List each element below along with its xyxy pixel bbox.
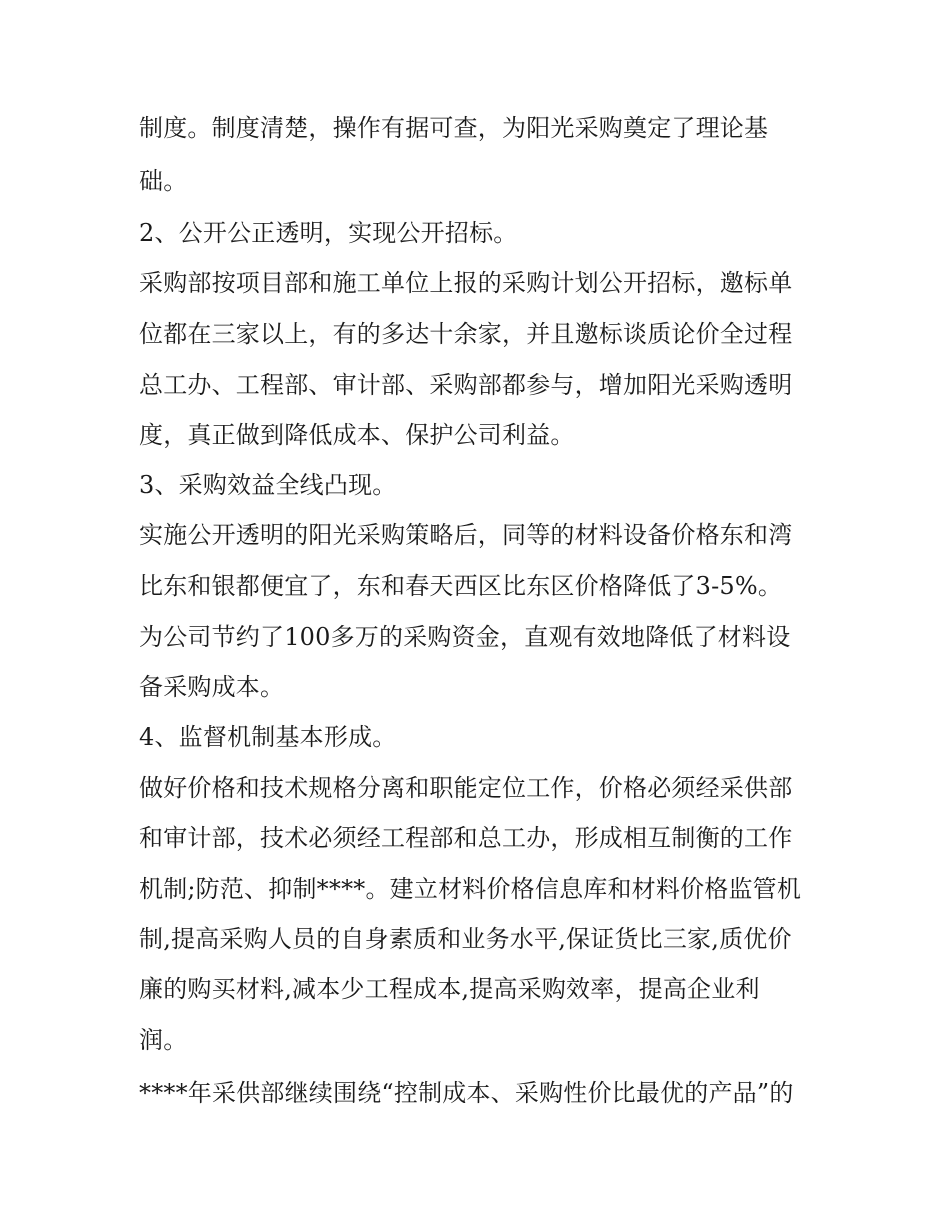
text-line-14: 做好价格和技术规格分离和职能定位工作，价格必须经采供部 [139, 774, 793, 802]
text-line-5: 位都在三家以上，有的多达十余家，并且邀标谈质论价全过程 [139, 320, 793, 348]
text-line-18: 廉的购买材料,减本少工程成本,提高采购效率，提高企业利 [139, 975, 760, 1003]
text-line-16: 机制;防范、抑制****。建立材料价格信息库和材料价格监管机 [139, 875, 802, 903]
text-line-19: 润。 [139, 1026, 188, 1054]
heading-item-3: 3、采购效益全线凸现。 [139, 471, 397, 499]
text-line-10: 比东和银都便宜了，东和春天西区比东区价格降低了3-5%。 [139, 572, 783, 600]
text-line-20: ****年采供部继续围绕“控制成本、采购性价比最优的产品”的 [139, 1079, 794, 1107]
text-line-9: 实施公开透明的阳光采购策略后，同等的材料设备价格东和湾 [139, 521, 793, 549]
text-line-6: 总工办、工程部、审计部、采购部都参与，增加阳光采购透明 [139, 371, 793, 399]
text-line-17: 制,提高采购人员的自身素质和业务水平,保证货比三家,质优价 [139, 925, 792, 953]
text-line-15: 和审计部，技术必须经工程部和总工办，形成相互制衡的工作 [139, 824, 793, 852]
text-line-11: 为公司节约了100多万的采购资金，直观有效地降低了材料设 [139, 623, 791, 651]
text-line-4: 采购部按项目部和施工单位上报的采购计划公开招标，邀标单 [139, 269, 793, 297]
text-line-1: 制度。制度清楚，操作有据可查，为阳光采购奠定了理论基 [139, 114, 769, 142]
text-line-7: 度，真正做到降低成本、保护公司利益。 [139, 421, 575, 449]
heading-item-2: 2、公开公正透明，实现公开招标。 [139, 219, 518, 247]
text-line-12: 备采购成本。 [139, 673, 285, 701]
text-line-2: 础。 [139, 167, 188, 195]
heading-item-4: 4、监督机制基本形成。 [139, 723, 397, 751]
